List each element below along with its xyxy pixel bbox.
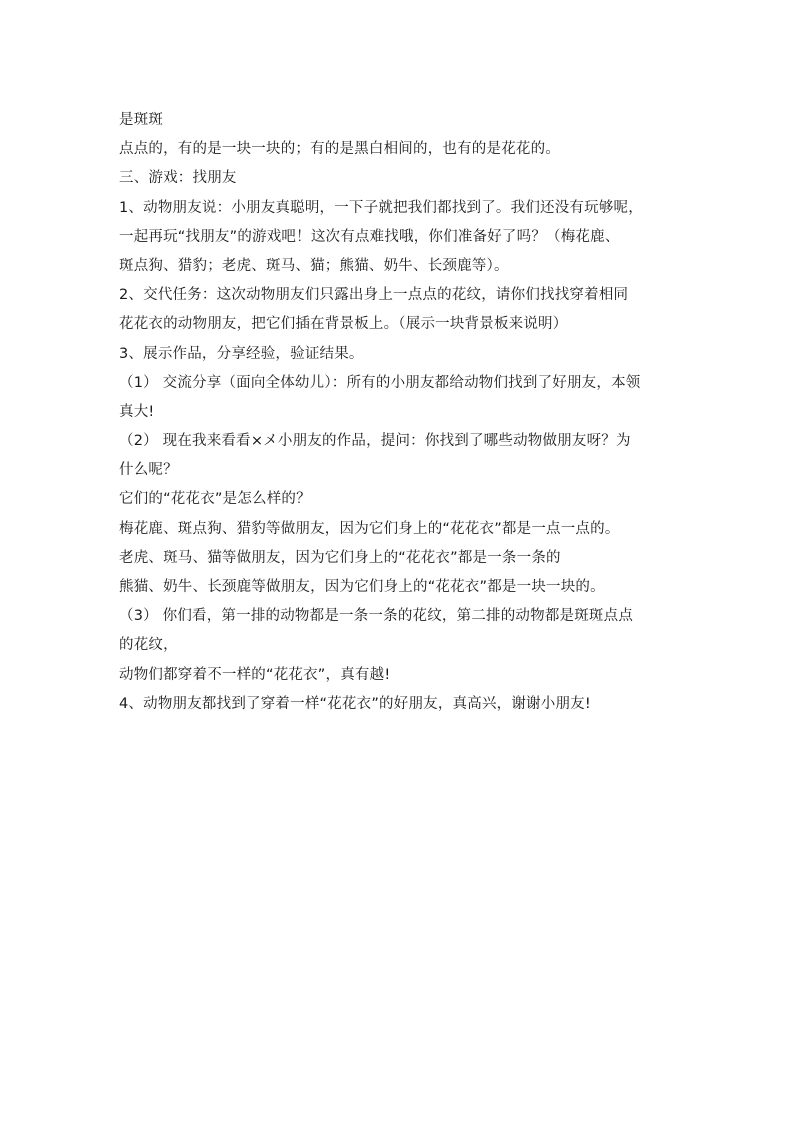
text-line: 的花纹， <box>119 637 178 654</box>
text-line: 1、动物朋友说：小朋友真聪明，一下子就把我们都找到了。我们还没有玩够呢， <box>119 199 643 216</box>
text-line: 4、动物朋友都找到了穿着一样“花花衣”的好朋友，真高兴，谢谢小朋友! <box>119 695 591 712</box>
text-line: （2） 现在我来看看×メ小朋友的作品，提问：你找到了哪些动物做朋友呀？为 <box>119 433 631 450</box>
section-heading: 三、游戏：找朋友 <box>119 170 237 187</box>
text-line: 花花衣的动物朋友，把它们插在背景板上。（展示一块背景板来说明） <box>119 316 568 333</box>
text-line: 2、交代任务：这次动物朋友们只露出身上一点点的花纹，请你们找找穿着相同 <box>119 287 629 304</box>
text-line: 点点的，有的是一块一块的；有的是黑白相间的，也有的是花花的。 <box>119 141 560 158</box>
text-line: 动物们都穿着不一样的“花花衣”，真有越! <box>119 666 391 683</box>
text-line: （3） 你们看，第一排的动物都是一条一条的花纹，第二排的动物都是斑斑点点 <box>119 608 634 625</box>
text-line: （1） 交流分享（面向全体幼儿）：所有的小朋友都给动物们找到了好朋友，本领 <box>119 374 641 391</box>
text-line: 熊猫、奶牛、长颈鹿等做朋友，因为它们身上的“花花衣”都是一块一块的。 <box>119 579 605 595</box>
text-line: 老虎、斑马、猫等做朋友，因为它们身上的“花花衣”都是一条一条的 <box>119 549 561 566</box>
text-line: 梅花鹿、斑点狗、猎豹等做朋友，因为它们身上的“花花衣”都是一点一点的。 <box>119 520 620 537</box>
text-line: 它们的“花花衣”是怎么样的？ <box>119 491 311 508</box>
text-line: 真大! <box>119 403 155 420</box>
document-body <box>119 106 679 719</box>
text-line: 3、展示作品，分享经验，验证结果。 <box>119 345 364 362</box>
text-line: 什么呢？ <box>119 462 178 479</box>
text-line: 是斑斑 <box>119 112 164 128</box>
text-line: 斑点狗、猎豹；老虎、斑马、猫；熊猫、奶牛、长颈鹿等）。 <box>119 257 509 274</box>
text-line: 一起再玩“找朋友”的游戏吧！这次有点难找哦，你们准备好了吗？（梅花鹿、 <box>119 228 620 245</box>
